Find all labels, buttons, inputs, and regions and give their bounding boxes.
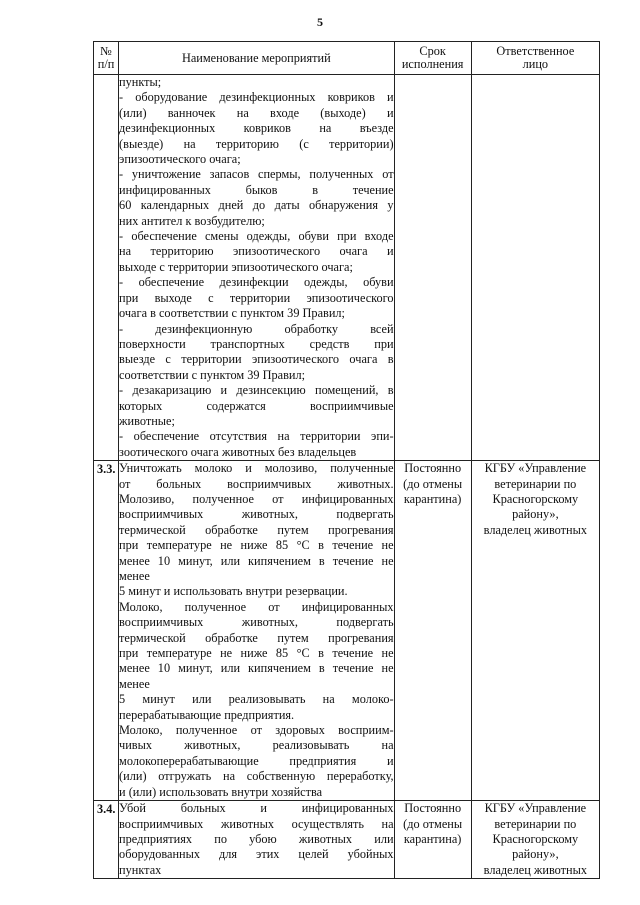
measure-text (119, 75, 395, 461)
table-row (94, 75, 600, 461)
header-term-line: Срок (419, 44, 446, 58)
responsible-line: КГБУ «Управление (484, 801, 587, 816)
measure-text-line: (или) отгружать на собственную переработку, (119, 769, 394, 784)
responsible-line: Красногорскому (492, 831, 579, 846)
term-cell (394, 801, 471, 879)
measure-text-line: 60 календарных дней до даты обнаружения у (119, 198, 394, 213)
measure-text-line: пункты; (119, 75, 162, 89)
term-line: карантина) (403, 831, 462, 846)
measure-text-line: соответствии с пунктом 39 Правил; (119, 367, 306, 382)
header-name: Наименование мероприятий (119, 42, 395, 75)
responsible-line: району», (512, 847, 559, 862)
responsible-line: району», (512, 507, 559, 522)
header-term (394, 42, 471, 75)
term-cell (394, 461, 471, 801)
measure-text-line: и (или) использовать внутри хозяйства (119, 784, 323, 799)
responsible-line: владелец животных (483, 862, 588, 877)
measure-text-line: восприимчивых животных, подвергать (119, 507, 394, 522)
measure-text-line: - дезинфекционную обработку всей (119, 321, 394, 336)
header-number (94, 42, 119, 75)
header-responsible-line: лицо (522, 57, 549, 71)
measure-text (119, 801, 395, 879)
measure-text-line: выходе с территории эпизоотического очага; (119, 259, 353, 274)
measure-text-line: - обеспечение отсутствия на территории эпи- (119, 429, 394, 444)
measures-table (93, 41, 600, 879)
responsible-line: ветеринарии по (494, 476, 577, 491)
term-cell (394, 75, 471, 461)
row-number (94, 75, 119, 461)
responsible-cell (471, 75, 599, 461)
table-body (94, 75, 600, 879)
measure-text-line: пунктах (119, 862, 162, 877)
measure-text-line: перерабатывающие предприятия. (119, 707, 295, 722)
term-line: (до отмены (403, 816, 463, 831)
term-line: (до отмены (403, 476, 463, 491)
measure-text-line: (или) ванночек на входе (выходе) и (119, 105, 394, 120)
measure-text-line: от больных восприимчивых животных. (119, 476, 394, 491)
measure-text-line: менее 10 минут, или кипячением в течение не (119, 553, 394, 568)
measure-text-line: выезде с территории эпизоотического очага в (119, 352, 394, 367)
measure-text (119, 461, 395, 801)
measure-text-line: них антител к возбудителю; (119, 213, 265, 228)
header-responsible (471, 42, 599, 75)
responsible-cell (471, 461, 599, 801)
measure-text-line: Молозиво, полученное от инфицированных (119, 491, 394, 506)
header-number-line: № (100, 44, 112, 58)
measure-text-line: молокоперерабатывающие предприятия и (119, 753, 394, 768)
measure-text-line: поверхности транспортных средств при (119, 336, 394, 351)
measure-text-line: при выходе с территории эпизоотического (119, 290, 394, 305)
measure-text-line: 5 минут и использовать внутри резервации. (119, 584, 348, 599)
measure-text-line: Убой больных и инфицированных (119, 801, 394, 816)
measure-text-line: предприятиях по убою животных или (119, 831, 394, 846)
measure-text-line: Уничтожать молоко и молозиво, полученные (119, 461, 394, 476)
row-number: 3.3. (94, 461, 119, 801)
measure-text-line: чивых животных, реализовывать на (119, 738, 394, 753)
term-line: Постоянно (404, 801, 462, 816)
measure-text-line: Молоко, полученное от инфицированных (119, 599, 394, 614)
measure-text-line: восприимчивых животных, подвергать (119, 615, 394, 630)
measure-text-line: - обеспечение дезинфекции одежды, обуви (119, 275, 394, 290)
measure-text-line: которых содержатся восприимчивые (119, 398, 394, 413)
page-number: 5 (317, 15, 323, 29)
table-header-row (94, 42, 600, 75)
header-term-line: исполнения (401, 57, 464, 71)
measure-text-line: - обеспечение смены одежды, обуви при входе (119, 229, 394, 244)
measure-text-line: - уничтожение запасов спермы, полученных от (119, 167, 394, 182)
measure-text-line: - оборудование дезинфекционных ковриков и (119, 90, 394, 105)
responsible-line: ветеринарии по (494, 816, 577, 831)
responsible-line: Красногорскому (492, 491, 579, 506)
term-line: карантина) (403, 491, 462, 506)
measure-text-line: восприимчивых животных осуществлять на (119, 816, 394, 831)
measure-text-line: оборудованных для этих целей убойных (119, 847, 394, 862)
row-number: 3.4. (94, 801, 119, 879)
header-responsible-line: Ответственное (496, 44, 575, 58)
measure-text-line: инфицированных быков в течение (119, 182, 394, 197)
table-row (94, 801, 600, 879)
measure-text-line: эпизоотического очага; (119, 152, 241, 167)
measure-text-line: Молоко, полученное от здоровых восприим- (119, 723, 394, 738)
measure-text-line: очага в соответствии с пунктом 39 Правил; (119, 306, 345, 321)
term-line: Постоянно (404, 461, 462, 476)
measure-text-line: (выезде) на территорию (с территории) (119, 136, 394, 151)
measure-text-line: термической обработке путем прогревания (119, 522, 394, 537)
measure-text-line: менее (119, 676, 150, 691)
measure-text-line: - дезакаризацию и дезинсекцию помещений, в (119, 383, 394, 398)
responsible-cell (471, 801, 599, 879)
table-row (94, 461, 600, 801)
measure-text-line: дезинфекционных ковриков на въезде (119, 121, 394, 136)
measure-text-line: животные; (119, 413, 175, 428)
measure-text-line: менее (119, 569, 150, 583)
measure-text-line: зоотического очага животных без владельцев (119, 444, 357, 459)
responsible-line: владелец животных (483, 522, 588, 537)
responsible-line: КГБУ «Управление (484, 461, 587, 476)
measure-text-line: при температуре не ниже 85 °С в течение не (119, 538, 394, 553)
measure-text-line: при температуре не ниже 85 °С в течение не (119, 646, 394, 661)
measure-text-line: 5 минут или реализовывать на молоко- (119, 692, 394, 707)
header-number-line: п/п (97, 57, 115, 71)
measure-text-line: менее 10 минут, или кипячением в течение не (119, 661, 394, 676)
measure-text-line: на территорию эпизоотического очага и (119, 244, 394, 259)
measure-text-line: термической обработке путем прогревания (119, 630, 394, 645)
